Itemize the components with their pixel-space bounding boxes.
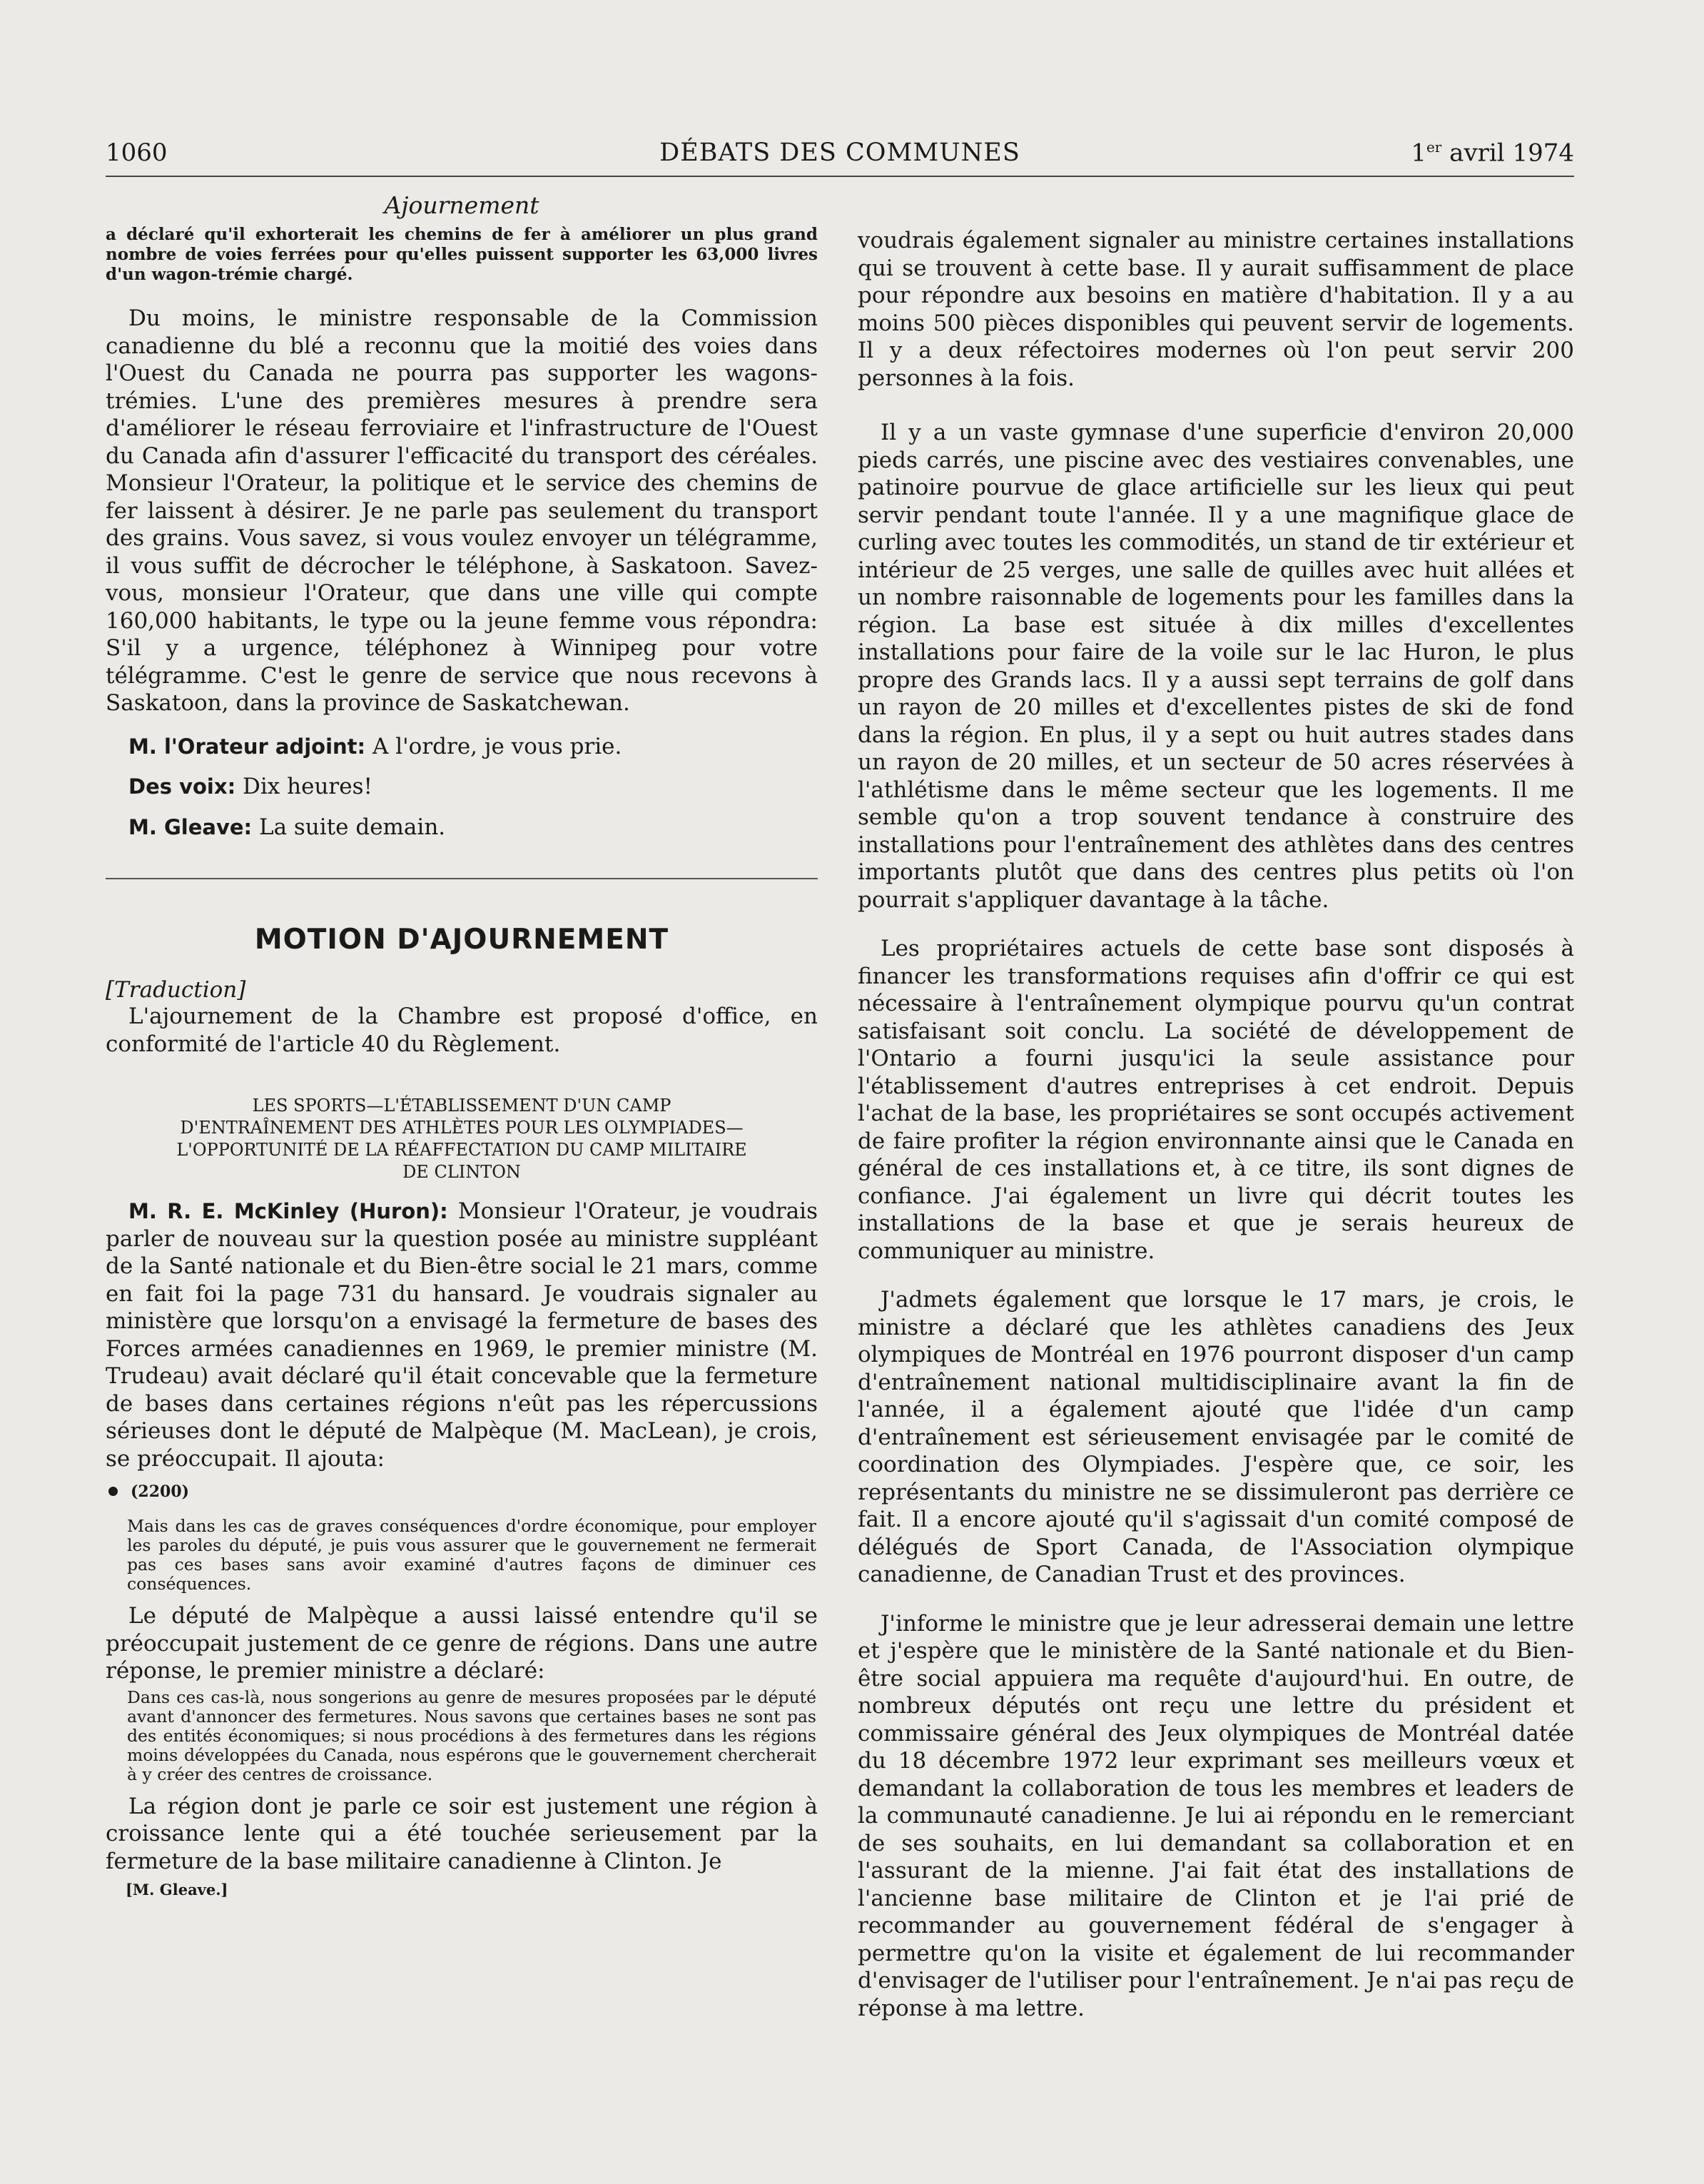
issue-date: 1er avril 1974: [1411, 138, 1574, 168]
speaker-name: M. l'Orateur adjoint:: [128, 734, 366, 759]
speech: M. Gleave: La suite demain.: [128, 814, 446, 840]
paragraph: Le député de Malpèque a aussi laissé entendre qu'il se préoccupait justement de ce genre de régions. Dans une autre réponse, le premier ministre a déclaré:: [106, 1603, 818, 1684]
paragraph: Les propriétaires actuels de cette base sont disposés à financer les transformations requises afin d'offrir ce qui est nécessaire à l'entraînement olympique pourvu qu'un contrat satisfaisant soit conclu. La société de développement de l'Ontario a fourni jusqu'ici la seule assistance pour l'établissement d'autres entreprises à cet endroit. Depuis l'achat de la base, les propriétaires se sont occupés activement de faire profiter la région environnante ainsi que le Canada en général de ces installations et, à ce titre, ils sont dignes de confiance. J'ai également un livre qui décrit toutes les installations de la base et que je serais heureux de communiquer au ministre.: [858, 936, 1574, 1264]
page-header: [106, 138, 1574, 177]
section-divider: [106, 878, 818, 879]
quotation: Dans ces cas-là, nous songerions au genre de mesures proposées par le député avant d'annoncer des fermetures. Nous savons que certaines bases ne sont pas des entités économiques; si nous procédions à des fermetures dans les régions moins développées du Canada, nous espérons que le gouvernement chercherait à y créer des centres de croissance.: [127, 1687, 816, 1784]
speaker-name: M. R. E. McKinley (Huron):: [128, 1199, 448, 1223]
speaker-reference: [M. Gleave.]: [126, 1881, 228, 1899]
right-column: [858, 191, 1574, 2022]
time-marker: (2200): [106, 1482, 818, 1501]
paragraph: J'admets également que lorsque le 17 mars, je crois, le ministre a déclaré que les athlètes canadiens des Jeux olympiques de Montréal en 1976 pourront disposer d'un camp d'entraînement national multidisciplinaire avant la fin de l'année, il a également ajouté que l'idée d'un camp d'entraînement est sérieusement envisagée par le comité de coordination des Olympiades. J'espère que, ce soir, les représentants du ministre ne se dissimuleront pas derrière ce fait. Il a encore ajouté qu'il s'agissait d'un comité composé de délégués de Sport Canada, de l'Association olympique canadienne, de Canadian Trust et des provinces.: [858, 1287, 1574, 1587]
paragraph: Il y a un vaste gymnase d'une superficie d'environ 20,000 pieds carrés, une piscine avec des vestiaires convenables, une patinoire pourvue de glace artificielle sur les lieux qui peut servir pendant toute l'année. Il y a une magnifique glace de curling avec toutes les commodités, un stand de tir extérieur et intérieur de 25 verges, une salle de quilles avec huit allées et un nombre raisonnable de logements pour les familles dans la région. La base est située à dix milles d'excellentes installations pour faire de la voile sur le lac Huron, le plus propre des Grands lacs. Il y a aussi sept terrains de golf dans un rayon de 20 milles et d'excellentes pistes de ski de fond dans la région. En plus, il y a sept ou huit autres stades dans un rayon de 20 milles, et un secteur de 50 acres réservées à l'athlétisme dans le même secteur que les logements. Il me semble qu'on a trop souvent tendance à construire des installations pour l'entraînement des athlètes dans des centres importants plutôt que dans des centres plus petits où l'on pourrait s'appliquer davantage à la tâche.: [858, 420, 1574, 913]
speaker-name: Des voix:: [128, 774, 236, 799]
speech: Des voix: Dix heures!: [128, 774, 372, 799]
page-number: 1060: [106, 138, 168, 167]
paragraph: L'ajournement de la Chambre est proposé d'office, en conformité de l'article 40 du Règlement.: [106, 1003, 818, 1057]
speech: M. l'Orateur adjoint: A l'ordre, je vous prie.: [128, 733, 622, 759]
paragraph: voudrais également signaler au ministre certaines installations qui se trouvent à cette base. Il y aurait suffisamment de place pour répondre aux besoins en matière d'habitation. Il y a au moins 500 pièces disponibles qui peuvent servir de logements. Il y a deux réfectoires modernes où l'on peut servir 200 personnes à la fois.: [858, 228, 1574, 391]
topic-heading: LES SPORTS—L'ÉTABLISSEMENT D'UN CAMP D'ENTRAÎNEMENT DES ATHLÈTES POUR LES OLYMPIADES— L'OPPORTUNITÉ DE LA RÉAFFECTATION DU CAMP MILITAIRE DE CLINTON: [176, 1096, 747, 1182]
paragraph: Du moins, le ministre responsable de la Commission canadienne du blé a reconnu que la moitié des voies dans l'Ouest du Canada ne pourra pas supporter les wagons-trémies. L'une des premières mesures à prendre sera d'améliorer le réseau ferroviaire et l'infrastructure de l'Ouest du Canada afin d'assurer l'efficacité du transport des céréales. Monsieur l'Orateur, la politique et le service des chemins de fer laissent à désirer. Je ne parle pas seulement du transport des grains. Vous savez, si vous voulez envoyer un télégramme, il vous suffit de décrocher le téléphone, à Saskatoon. Savez-vous, monsieur l'Orateur, que dans une ville qui compte 160,000 habitants, le type ou la jeune femme vous répondra: S'il y a urgence, téléphonez à Winnipeg pour votre télégramme. C'est le genre de service que nous recevons à Saskatoon, dans la province de Saskatchewan.: [106, 305, 818, 716]
publication-title: DÉBATS DES COMMUNES: [659, 138, 1020, 167]
speech: M. R. E. McKinley (Huron): Monsieur l'Orateur, je voudrais parler de nouveau sur la question posée au ministre suppléant de la Santé nationale et du Bien-être social le 21 mars, comme en fait foi la page 731 du hansard. Je voudrais signaler au ministère que lorsqu'on a envisagé la fermeture de bases des Forces armées canadiennes en 1969, le premier ministre (M. Trudeau) avait déclaré qu'il était concevable que la fermeture de bases dans certaines régions n'eût pas les répercussions sérieuses dont le député de Malpèque (M. MacLean), je crois, se préoccupait. Il ajouta:: [106, 1198, 818, 1472]
bullet-icon: [108, 1487, 118, 1496]
paragraph: La région dont je parle ce soir est justement une région à croissance lente qui a été touchée serieusement par la fermeture de la base militaire canadienne à Clinton. Je: [106, 1793, 818, 1874]
paragraph: a déclaré qu'il exhorterait les chemins de fer à améliorer un plus grand nombre de voies ferrées pour qu'elles puissent supporter les 63,000 livres d'un wagon-trémie chargé.: [106, 225, 818, 284]
paragraph: J'informe le ministre que je leur adresserai demain une lettre et j'espère que le ministère de la Santé nationale et du Bien-être social appuiera ma requête d'aujourd'hui. En outre, de nombreux députés ont reçu une lettre du président et commissaire général des Jeux olympiques de Montréal datée du 18 décembre 1972 leur exprimant ses meilleurs vœux et demandant la collaboration de tous les membres et leaders de la communauté canadienne. Je lui ai répondu en le remerciant de ses souhaits, en lui demandant sa collaboration et en l'assurant de la mienne. J'ai fait état des installations de l'ancienne base militaire de Clinton et je l'ai prié de recommander au gouvernement fédéral de s'engager à permettre qu'on la visite et également de lui recommander d'envisager de l'utiliser pour l'entraînement. Je n'ai pas reçu de réponse à ma lettre.: [858, 1610, 1574, 2021]
motion-title: MOTION D'AJOURNEMENT: [254, 924, 669, 956]
translation-note: [Traduction]: [106, 977, 246, 1003]
section-heading: Ajournement: [384, 191, 539, 219]
speaker-name: M. Gleave:: [128, 814, 253, 839]
quotation: Mais dans les cas de graves conséquences d'ordre économique, pour employer les paroles du député, je puis vous assurer que le gouvernement ne fermerait pas ces bases sans avoir examiné d'autres façons de diminuer ces conséquences.: [127, 1516, 816, 1594]
left-column: [106, 191, 818, 1899]
